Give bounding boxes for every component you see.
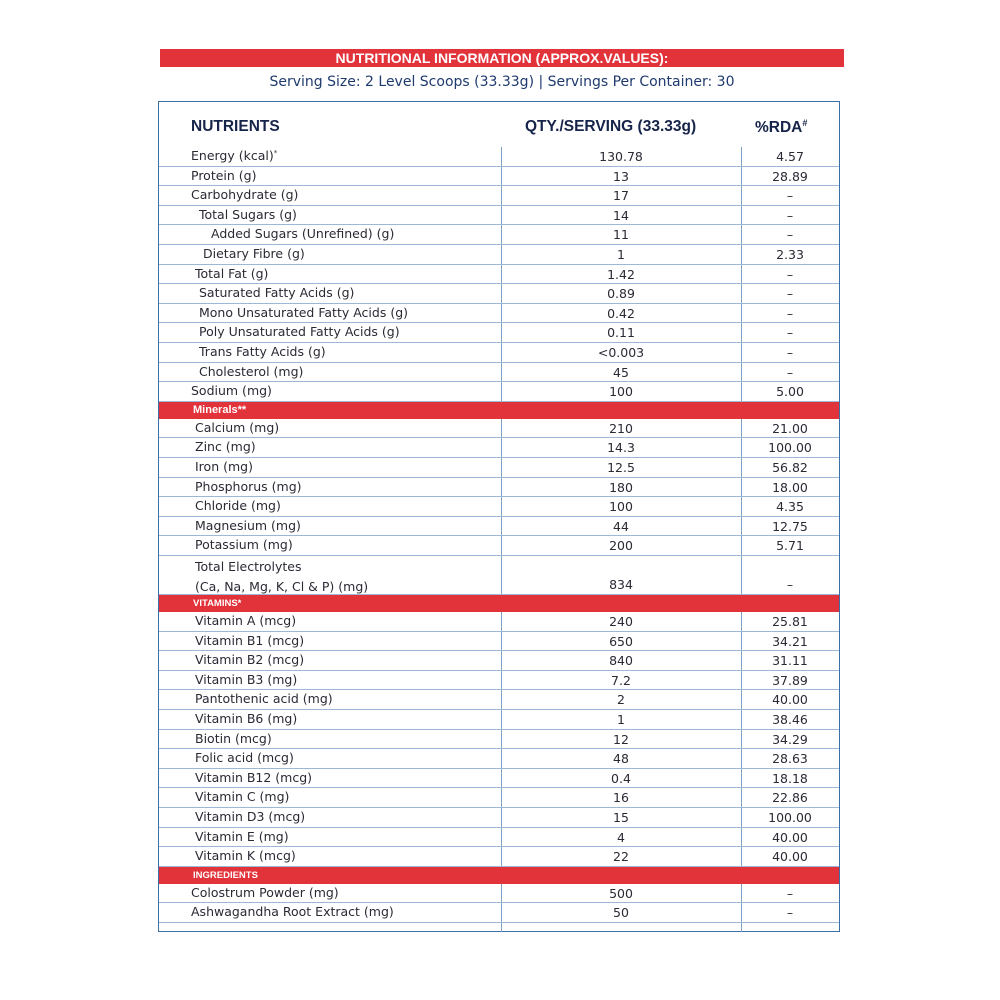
serving-info: Serving Size: 2 Level Scoops (33.33g) | Servings Per Container: 30: [269, 74, 735, 90]
qty-value: 11: [613, 227, 629, 243]
rda-value: –: [786, 885, 794, 901]
nutrient-name: Trans Fatty Acids (g): [199, 344, 326, 359]
table-row: [159, 186, 839, 206]
nutrient-name-line1: Total Electrolytes: [195, 559, 302, 574]
qty-value: 0.42: [607, 305, 635, 321]
nutrient-name: Sodium (mg): [191, 383, 272, 399]
rda-value: 2.33: [776, 247, 804, 262]
qty-value: 15: [613, 810, 629, 825]
nutrient-name: Carbohydrate (g): [191, 187, 299, 203]
rda-value: –: [786, 305, 794, 321]
table-row: [159, 167, 839, 187]
table-row: [159, 690, 839, 710]
nutrient-name: Colostrum Powder (mg): [191, 884, 339, 900]
qty-value: 44: [613, 518, 629, 534]
table-row: [159, 323, 839, 343]
rda-value: 21.00: [772, 420, 808, 436]
table-row: [159, 884, 839, 904]
qty-value: <0.003: [597, 345, 645, 360]
qty-value: 0.89: [607, 286, 635, 302]
qty-value: 130.78: [599, 149, 643, 164]
rda-value: 40.00: [772, 692, 808, 708]
nutrient-name: Vitamin B12 (mcg): [195, 769, 313, 785]
section-header: [159, 402, 839, 419]
qty-value: 13: [613, 168, 629, 184]
qty-value: 12.5: [607, 460, 635, 475]
table-row: [159, 517, 839, 537]
qty-value: 12: [613, 731, 629, 747]
rda-value: 38.46: [772, 712, 808, 727]
rda-value: 34.21: [772, 633, 808, 649]
nutrition-title: NUTRITIONAL INFORMATION (APPROX.VALUES):: [160, 49, 844, 67]
table-row: [159, 265, 839, 285]
rda-value: 100.00: [768, 810, 812, 825]
qty-value: 240: [609, 614, 633, 629]
rda-value: 25.81: [772, 614, 808, 629]
nutrient-name: Vitamin B6 (mg): [195, 711, 298, 726]
table-row: [159, 828, 839, 848]
qty-value: 834: [609, 577, 633, 592]
header-rda-label: %RDA: [755, 119, 803, 136]
nutrient-name: Zinc (mg): [195, 439, 256, 455]
rda-value: –: [786, 188, 794, 204]
header-nutrients: NUTRIENTS: [191, 118, 280, 135]
section-label: VITAMINS*: [193, 598, 242, 609]
rda-value: 28.63: [772, 751, 808, 767]
nutrient-name: Vitamin E (mg): [195, 828, 289, 844]
table-row: [159, 343, 839, 363]
rda-value: –: [786, 577, 794, 592]
nutrient-name: Dietary Fibre (g): [203, 246, 305, 261]
qty-value: 2: [617, 692, 625, 708]
rda-value: –: [786, 207, 794, 223]
table-row: [159, 556, 839, 595]
nutrient-name: Vitamin B3 (mg): [195, 671, 298, 687]
nutrient-name: Vitamin K (mcg): [195, 848, 296, 864]
qty-value: 7.2: [611, 672, 631, 688]
qty-value: 180: [609, 479, 633, 495]
nutrient-name: Energy (kcal)*: [191, 148, 278, 163]
table-row: [159, 536, 839, 556]
section-header: [159, 867, 839, 884]
rda-value: 5.00: [776, 384, 804, 400]
table-row: [159, 671, 839, 691]
nutrient-name: Magnesium (mg): [195, 517, 301, 533]
rda-value: 56.82: [772, 460, 808, 475]
header-qty: QTY./SERVING (33.33g): [525, 118, 697, 135]
nutrient-name: Cholesterol (mg): [199, 363, 304, 379]
section-label: INGREDIENTS: [193, 869, 258, 881]
rda-value: 18.00: [772, 479, 808, 495]
table-row: [159, 225, 839, 245]
qty-value: 100: [609, 384, 633, 400]
table-row: [159, 651, 839, 671]
rda-value: –: [786, 345, 794, 360]
table-row: [159, 419, 839, 439]
qty-value: 4: [617, 829, 625, 845]
nutrient-name: Poly Unsaturated Fatty Acids (g): [199, 324, 400, 340]
rda-value: 40.00: [772, 829, 808, 845]
table-row: [159, 497, 839, 517]
rda-value: –: [786, 286, 794, 302]
qty-value: 0.4: [611, 770, 631, 786]
rda-value: –: [786, 227, 794, 243]
rda-value: 5.71: [776, 538, 804, 554]
nutrient-name: Potassium (mg): [195, 537, 293, 553]
nutrition-table: [158, 101, 840, 932]
nutrient-name: Vitamin D3 (mcg): [195, 809, 306, 824]
qty-value: 210: [609, 420, 633, 436]
nutrient-name: Saturated Fatty Acids (g): [199, 285, 355, 301]
nutrient-name: Biotin (mcg): [195, 730, 272, 746]
header-rda: [755, 118, 807, 142]
rda-value: 40.00: [772, 849, 808, 865]
qty-value: 14.3: [607, 440, 635, 456]
rda-value: 37.89: [772, 672, 808, 688]
nutrient-name: Mono Unsaturated Fatty Acids (g): [199, 304, 409, 320]
nutrient-name: Protein (g): [191, 167, 257, 183]
table-row: [159, 847, 839, 867]
table-row: [159, 632, 839, 652]
table-row: [159, 363, 839, 383]
qty-value: 50: [613, 905, 629, 921]
qty-value: 100: [609, 499, 633, 515]
nutrient-name-line2: (Ca, Na, Mg, K, Cl & P) (mg): [195, 578, 369, 594]
rda-value: 28.89: [772, 168, 808, 184]
header-rda-mark: #: [802, 118, 808, 128]
table-row: [159, 612, 839, 632]
rda-value: –: [786, 325, 794, 341]
table-row: [159, 710, 839, 730]
qty-value: 45: [613, 364, 629, 380]
qty-value: 200: [609, 538, 633, 554]
table-row: [159, 206, 839, 226]
nutrient-name: Chloride (mg): [195, 498, 281, 514]
qty-value: 1: [617, 712, 625, 727]
qty-value: 48: [613, 751, 629, 767]
table-row: [159, 769, 839, 789]
qty-value: 14: [613, 207, 629, 223]
qty-value: 16: [613, 790, 629, 806]
nutrient-name: Phosphorus (mg): [195, 478, 302, 494]
table-row: [159, 382, 839, 402]
table-row: [159, 730, 839, 750]
qty-value: 650: [609, 633, 633, 649]
nutrient-name: Added Sugars (Unrefined) (g): [211, 226, 395, 242]
rda-value: –: [786, 266, 794, 282]
rda-value: 34.29: [772, 731, 808, 747]
table-row: [159, 478, 839, 498]
nutrient-name: Total Fat (g): [195, 265, 269, 281]
table-row: [159, 284, 839, 304]
footnote-mark: *: [273, 148, 278, 157]
rda-value: 4.35: [776, 499, 804, 515]
table-row: [159, 788, 839, 808]
nutrient-name: Ashwagandha Root Extract (mg): [191, 904, 394, 920]
rda-value: 12.75: [772, 518, 808, 534]
qty-value: 840: [609, 653, 633, 669]
qty-value: 17: [613, 188, 629, 204]
section-header: [159, 595, 839, 612]
table-row: [159, 458, 839, 478]
nutrient-name: Vitamin C (mg): [195, 789, 290, 805]
rda-value: –: [786, 905, 794, 921]
table-row: [159, 245, 839, 265]
nutrient-name: Iron (mg): [195, 459, 253, 474]
qty-value: 0.11: [607, 325, 635, 341]
nutrient-name: Vitamin B2 (mcg): [195, 652, 305, 668]
qty-value: 500: [609, 885, 633, 901]
section-label: Minerals**: [193, 403, 247, 416]
nutrient-name: Folic acid (mcg): [195, 750, 294, 766]
nutrient-name: [195, 557, 368, 596]
table-row: [159, 808, 839, 828]
rda-value: –: [786, 364, 794, 380]
table-row: [159, 749, 839, 769]
rda-value: 100.00: [768, 440, 812, 456]
table-row: [159, 147, 839, 167]
rda-value: 31.11: [772, 653, 808, 669]
qty-value: 1: [617, 247, 625, 262]
qty-value: 22: [613, 849, 629, 865]
nutrient-name: Calcium (mg): [195, 419, 280, 435]
nutrient-name: Vitamin B1 (mcg): [195, 632, 305, 648]
nutrient-name: Pantothenic acid (mg): [195, 691, 333, 707]
table-row: [159, 438, 839, 458]
nutrient-name: Total Sugars (g): [199, 206, 297, 222]
table-row: [159, 304, 839, 324]
qty-value: 1.42: [607, 266, 635, 282]
rda-value: 22.86: [772, 790, 808, 806]
rda-value: 4.57: [776, 149, 804, 164]
rda-value: 18.18: [772, 770, 808, 786]
table-row: [159, 903, 839, 923]
nutrient-name: Vitamin A (mcg): [195, 613, 297, 628]
